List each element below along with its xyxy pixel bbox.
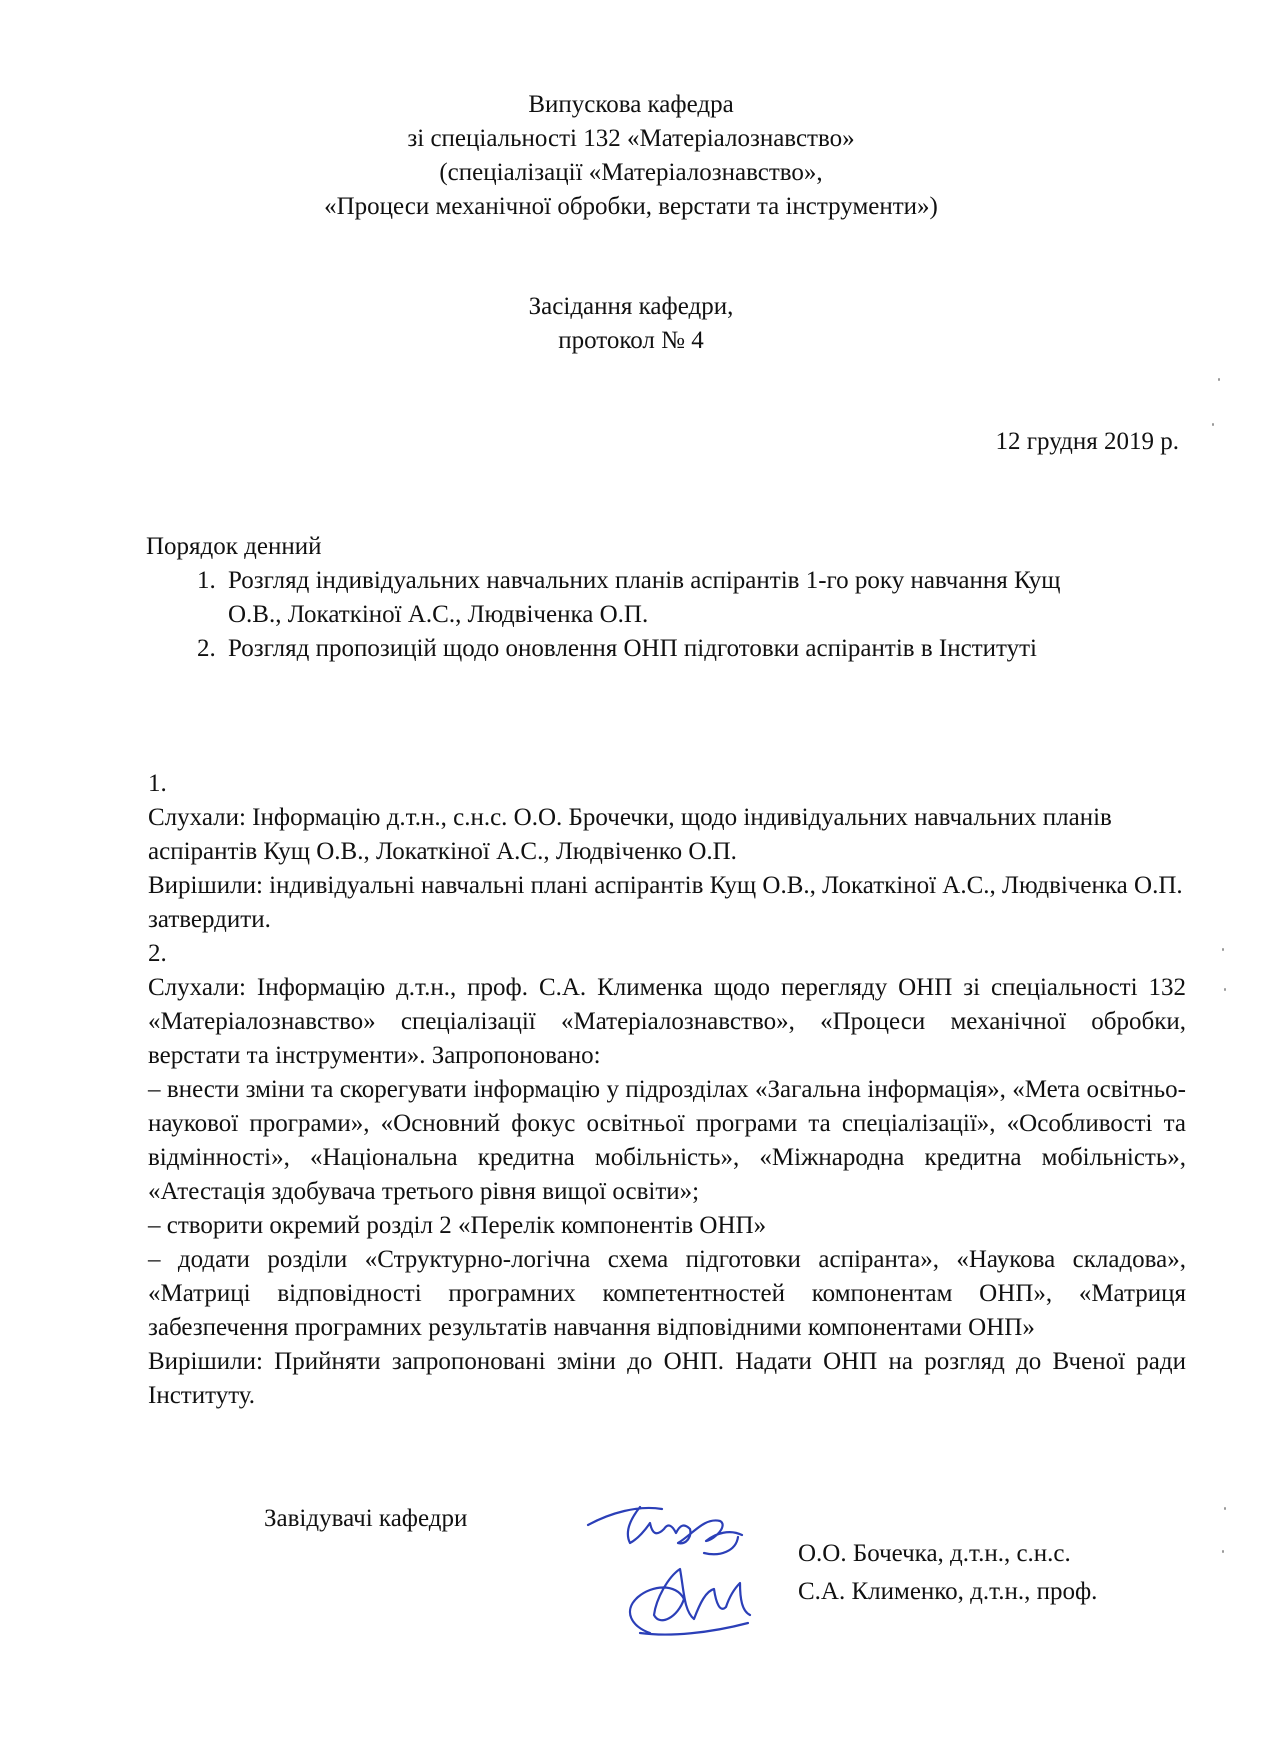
section-2-proposal-1: – внести зміни та скорегувати інформацію у підрозділах «Загальна інформація», «Мета освітньо-наукової програми», «Основний фокус освітньої програми та спеціалізації», «Особливості та відмінності», «Національна кредитна мобільність», «Міжнародна кредитна мобільність», «Атестація здобувача третього рівня вищої освіти»; [148,1076,1186,1205]
section-2-proposal-3: – додати розділи «Структурно-логічна схема підготовки аспіранта», «Наукова складова», «Матриці відповідності програмних компетентностей компонентам ОНП», «Матриця забезпечення програмних результатів навчання відповідними компонентами ОНП» [148,1246,1186,1341]
signatory-names [798,1535,1097,1611]
agenda-heading: Порядок денний [146,533,322,560]
signatory-1: О.О. Бочечка, д.т.н., с.н.с. [798,1540,1071,1567]
scan-speck [1224,1507,1226,1510]
section-1-number: 1. [148,770,167,797]
section-2-decided: Вирішили: Прийняти запропоновані зміни до ОНП. Надати ОНП на розгляд до Вченої ради Інституту. [148,1348,1186,1409]
agenda-list [146,564,1086,666]
scan-speck [1224,988,1226,991]
document-date: 12 грудня 2019 р. [995,428,1179,455]
signature-1-stroke [588,1507,742,1554]
scan-speck [1222,1550,1224,1553]
section-1-decided: Вирішили: індивідуальні навчальні плані аспірантів Кущ О.В., Локаткіної А.С., Людвіченка О.П. затвердити. [148,872,1183,933]
handwritten-signatures [580,1495,770,1645]
scan-speck [1218,378,1220,381]
agenda-item: 2. Розгляд пропозицій щодо оновлення ОНП підготовки аспірантів в Інституті [222,632,1086,666]
signatory-2: С.А. Клименко, д.т.н., проф. [798,1578,1098,1605]
protocol-number: протокол № 4 [558,327,704,354]
section-2-heard: Слухали: Інформацію д.т.н., проф. С.А. Клименка щодо перегляду ОНП зі спеціальності 132 «Матеріалознавство» спеціалізації «Матеріалознавство», «Процеси механічної обробки, верстати та інструменти». Запропоновано: [148,974,1186,1069]
agenda [146,530,1086,666]
section-2-proposal-2: – створити окремий розділ 2 «Перелік компонентів ОНП» [148,1212,767,1239]
section-1-heard: Слухали: Інформацію д.т.н., с.н.с. О.О. Брочечки, щодо індивідуальних навчальних планів аспірантів Кущ О.В., Локаткіної А.С., Людвіченко О.П. [148,804,1112,865]
meeting-title: Засідання кафедри, [528,293,734,320]
scan-speck [1222,948,1224,951]
header-line-2: зі спеціальності 132 «Матеріалознавство» [407,125,855,152]
minutes-body [148,733,1186,1413]
header-line-4: «Процеси механічної обробки, верстати та інструменти») [324,193,938,220]
signatures-title: Завідувачі кафедри [264,1505,468,1532]
agenda-item: 1. Розгляд індивідуальних навчальних планів аспірантів 1-го року навчання Кущ О.В., Локаткіної А.С., Людвіченка О.П. [222,564,1086,632]
signature-2-stroke [630,1569,750,1633]
document-header [0,88,1262,224]
scan-speck [1212,423,1214,426]
header-line-3: (спеціалізації «Матеріалознавство», [439,159,823,186]
meeting-heading [0,290,1262,358]
section-2-number: 2. [148,940,167,967]
signature-2-underline [640,1623,748,1635]
header-line-1: Випускова кафедра [528,91,734,118]
